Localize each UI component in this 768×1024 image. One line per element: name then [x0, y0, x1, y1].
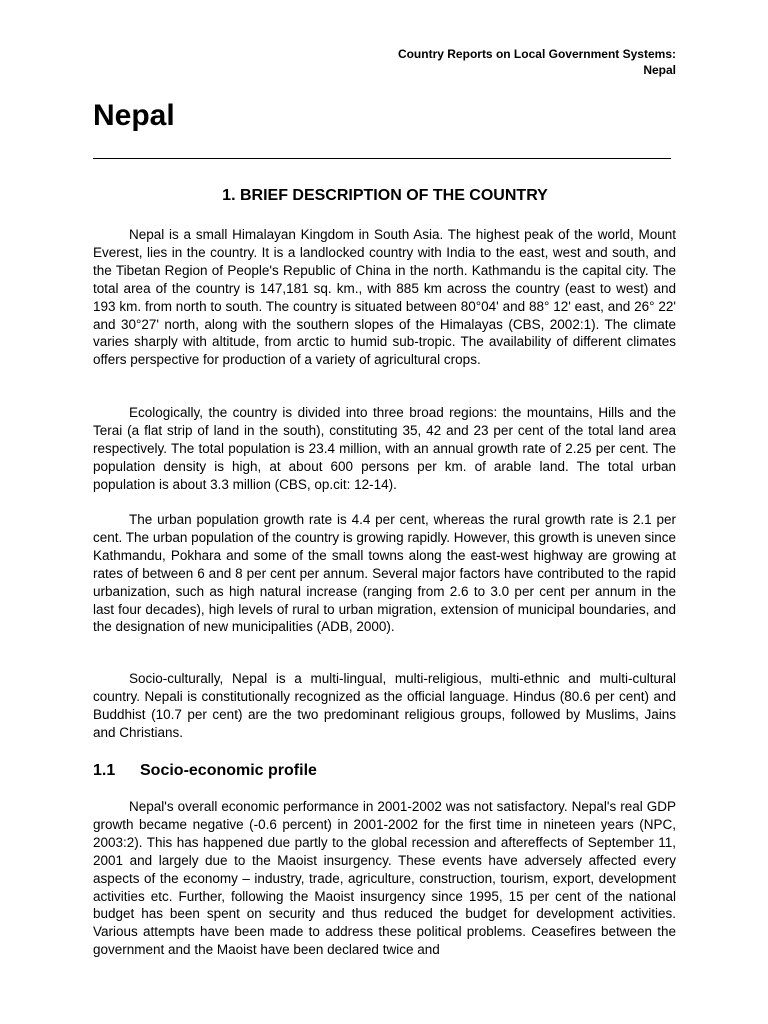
paragraph-economic-performance: Nepal's overall economic performance in 2001-2002 was not satisfactory. Nepal's real GDP growth became negative (-0.6 percent) in 2001-2002 for the first time in nineteen years (NPC, 2003:2). This has happened due partly to the global recession and aftereffects of September 11, 2001 and largely due to the Maoist insurgency. These events have adversely affected every aspects of the economy – industry, trade, agriculture, construction, tourism, export, development activities etc. Further, following the Maoist insurgency since 1995, 15 per cent of the national budget has been spent on security and thus reduced the budget for development activities. Various attempts have been made to address these political problems. Ceasefires between the government and the Maoist have been declared twice and — [93, 799, 676, 958]
paragraph-geography: Nepal is a small Himalayan Kingdom in South Asia. The highest peak of the world, Mount Everest, lies in the country. It is a landlocked country with India to the east, west and south, and the Tibetan Region of People's Republic of China in the north. Kathmandu is the capital city. The total area of the country is 147,181 sq. km., with 885 km across the country (east to west) and 193 km. from north to south. The country is situated between 80°04' and 88° 12' east, and 26° 22' and 30°27' north, along with the southern slopes of the Himalayas (CBS, 2002:1). The climate varies sharply with altitude, from arctic to humid sub-tropic. The availability of different climates offers perspective for production of a variety of agricultural crops. — [93, 227, 676, 368]
document-title: Nepal — [93, 99, 175, 132]
title-underline-rule — [93, 158, 671, 159]
subsection-heading-socio-economic — [93, 761, 317, 781]
subsection-number: 1.1 — [93, 762, 116, 779]
section-heading-brief-description: 1. BRIEF DESCRIPTION OF THE COUNTRY — [222, 187, 548, 204]
subsection-title: Socio-economic profile — [140, 762, 317, 779]
paragraph-ecology: Ecologically, the country is divided into three broad regions: the mountains, Hills and the Terai (a flat strip of land in the south), constituting 35, 42 and 23 per cent of the total land area respectively. The total population is 23.4 million, with an annual growth rate of 2.25 per cent. The population density is high, at about 600 persons per km. of arable land. The total urban population is about 3.3 million (CBS, op.cit: 12-14). — [93, 405, 676, 492]
running-header-line-2: Nepal — [643, 63, 676, 77]
running-header — [398, 46, 676, 78]
paragraph-socio-culture: Socio-culturally, Nepal is a multi-lingual, multi-religious, multi-ethnic and multi-cultural country. Nepali is constitutionally recognized as the official language. Hindus (80.6 per cent) and Buddhist (10.7 per cent) are the two predominant religious groups, followed by Muslims, Jains and Christians. — [93, 671, 676, 740]
paragraph-urban-growth: The urban population growth rate is 4.4 per cent, whereas the rural growth rate is 2.1 per cent. The urban population of the country is growing rapidly. However, this growth is uneven since Kathmandu, Pokhara and some of the small towns along the east-west highway are growing at rates of between 6 and 8 per cent per annum. Several major factors have contributed to the rapid urbanization, such as high natural increase (ranging from 2.6 to 3.0 per cent per annum in the last four decades), high levels of rural to urban migration, extension of municipal boundaries, and the designation of new municipalities (ADB, 2000). — [93, 512, 676, 635]
running-header-line-1: Country Reports on Local Government Systems: — [397, 47, 676, 61]
